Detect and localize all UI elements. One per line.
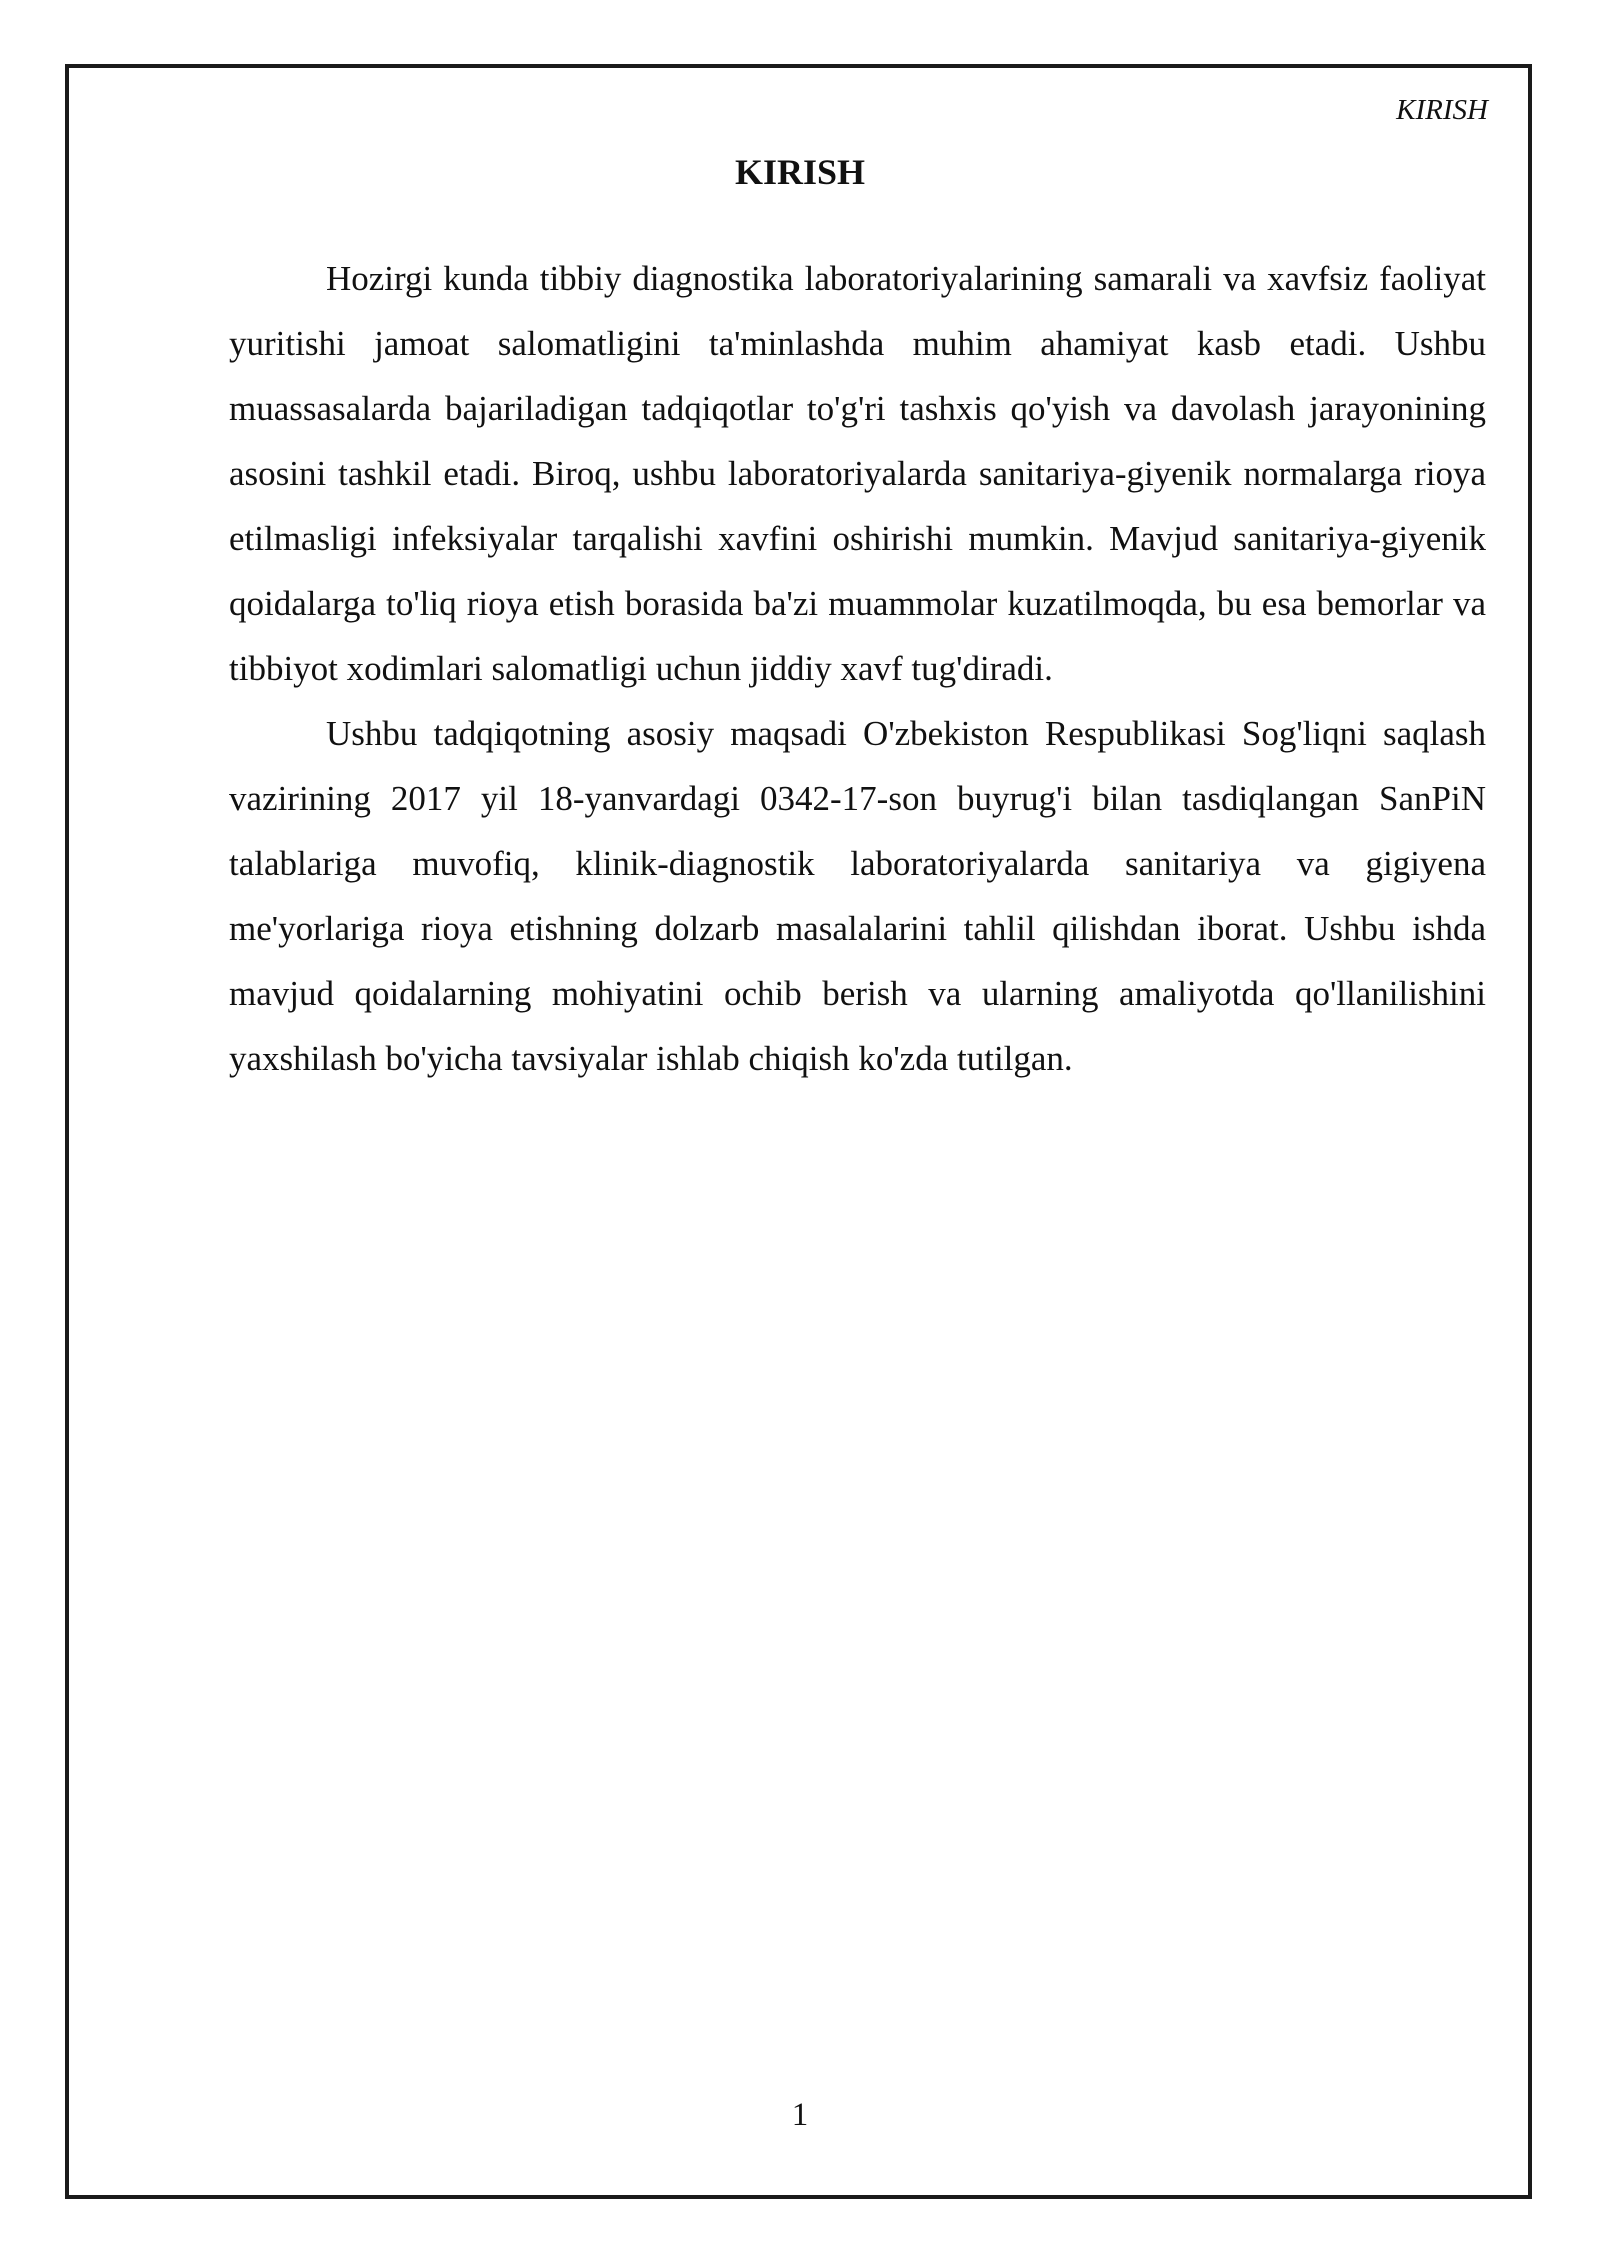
section-title: KIRISH	[734, 152, 866, 192]
paragraph-2: Ushbu tadqiqotning asosiy maqsadi O'zbekiston Respublikasi Sog'liqni saqlash vazirining 2017 yil 18-yanvardagi 0342-17-son buyrug'i bilan tasdiqlangan SanPiN talablariga muvofiq, klinik-diagnostik laboratoriyalarda sanitariya va gigiyena me'yorlariga rioya etishning dolzarb masalalarini tahlil qilishdan iborat. Ushbu ishda mavjud qoidalarning mohiyatini ochib berish va ularning amaliyotda qo'llanilishini yaxshilash bo'yicha tavsiyalar ishlab chiqish ko'zda tutilgan.	[229, 714, 1486, 1078]
body-text	[229, 246, 1486, 1091]
page-number: 1	[791, 2097, 809, 2133]
running-header: KIRISH	[1396, 94, 1488, 126]
paragraph-1: Hozirgi kunda tibbiy diagnostika laboratoriyalarining samarali va xavfsiz faoliyat yuritishi jamoat salomatligini ta'minlashda muhim ahamiyat kasb etadi. Ushbu muassasalarda bajariladigan tadqiqotlar to'g'ri tashxis qo'yish va davolash jarayonining asosini tashkil etadi. Biroq, ushbu laboratoriyalarda sanitariya-giyenik normalarga rioya etilmasligi infeksiyalar tarqalishi xavfini oshirishi mumkin. Mavjud sanitariya-giyenik qoidalarga to'liq rioya etish borasida ba'zi muammolar kuzatilmoqda, bu esa bemorlar va tibbiyot xodimlari salomatligi uchun jiddiy xavf tug'diradi.	[229, 259, 1486, 688]
